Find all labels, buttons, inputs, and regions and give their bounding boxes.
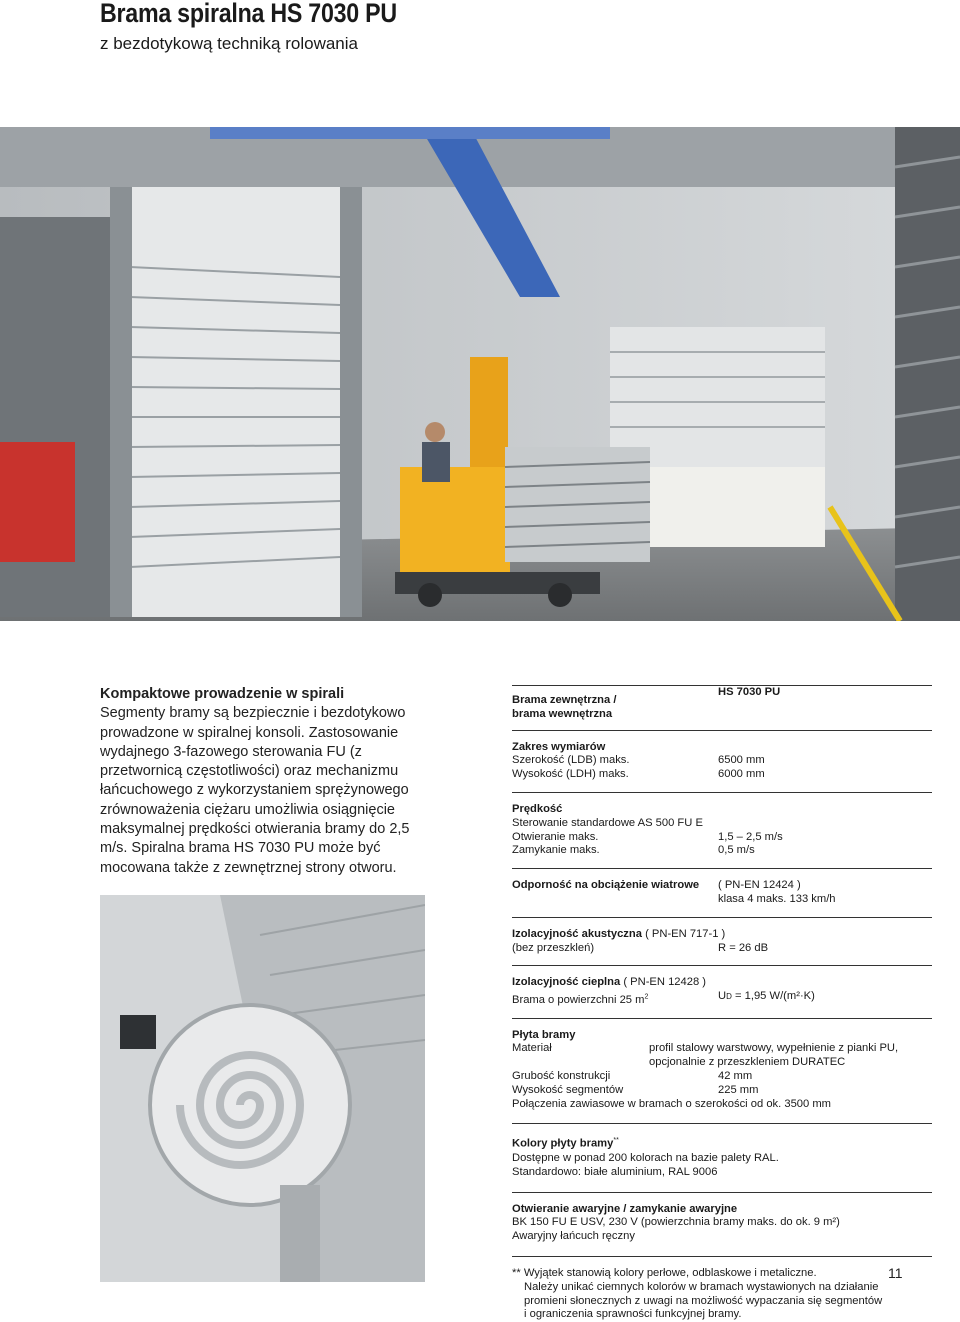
spec-wind	[512, 868, 932, 907]
spec-wind-title: Odporność na obciążenie wiatrowe	[512, 879, 700, 892]
spec-close-value: 0,5 m/s	[718, 844, 755, 857]
spec-open-value: 1,5 – 2,5 m/s	[718, 830, 783, 843]
spec-thickness-label: Grubość konstrukcji	[512, 1070, 611, 1083]
spec-thermal-norm: ( PN-EN 12428 )	[623, 976, 707, 989]
spec-thickness-value: 42 mm	[718, 1070, 753, 1083]
spec-hinges: Połączenia zawiasowe w bramach o szerokości od ok. 3500 mm	[512, 1097, 831, 1110]
spec-height-label: Wysokość (LDH) maks.	[512, 768, 629, 781]
spec-speed	[512, 792, 932, 858]
spec-acoustic-title: Izolacyjność akustyczna	[512, 927, 642, 940]
spec-thermal-value: UD = 1,95 W/(m²·K)	[718, 990, 815, 1003]
spec-acoustic-norm: ( PN-EN 717-1 )	[645, 927, 726, 940]
spec-close-label: Zamykanie maks.	[512, 844, 600, 857]
spec-height-value: 6000 mm	[718, 768, 765, 781]
intro-text	[100, 685, 440, 878]
page-title: Brama spiralna HS 7030 PU	[100, 0, 397, 28]
spec-open-label: Otwieranie maks.	[512, 830, 599, 843]
footnote-line-4: i ograniczenia sprawności funkcyjnej bramy.	[524, 1308, 742, 1321]
spec-table	[512, 685, 932, 1322]
spec-size-title: Zakres wymiarów	[512, 740, 606, 753]
spec-speed-control: Sterowanie standardowe AS 500 FU E	[512, 816, 703, 829]
spec-thermal	[512, 965, 932, 1007]
spec-panel	[512, 1018, 932, 1112]
spec-emergency	[512, 1192, 932, 1244]
spec-thermal-title: Izolacyjność cieplna	[512, 976, 621, 989]
spec-width-label: Szerokość (LDB) maks.	[512, 754, 630, 767]
footnote-line-3: promieni słonecznych z uwagi na możliwość wypaczania się segmentów	[524, 1294, 883, 1307]
spec-acoustic-value: R = 26 dB	[718, 941, 769, 954]
spec-panel-title: Płyta bramy	[512, 1028, 576, 1041]
spec-footnote	[512, 1256, 932, 1322]
spec-wind-value: klasa 4 maks. 133 km/h	[718, 892, 836, 905]
footnote-line-2: Należy unikać ciemnych kolorów w bramach wystawionych na działanie	[524, 1280, 879, 1293]
spec-material-label: Materiał	[512, 1042, 552, 1055]
intro-heading: Kompaktowe prowadzenie w spirali	[100, 686, 345, 702]
intro-body: Segmenty bramy są bezpiecznie i bezdotykowo prowadzone w spiralnej konsoli. Zastosowanie wydajnego 3-fazowego sterowania FU (z przetwornicą częstotliwości) oraz mechanizmu łańcuchowego z wykorzystaniem sprężynowego zrównoważenia ciężaru umożliwia osiągnięcie maksymalnej prędkości otwierania bramy do 2,5 m/s. Spiralna brama HS 7030 PU może być mocowana także z zewnętrznej strony otworu.	[100, 705, 410, 876]
spec-material-value-1: profil stalowy warstwowy, wypełnienie z pianki PU,	[649, 1042, 899, 1055]
page-number: 11	[888, 1265, 903, 1281]
spec-header-label-1: Brama zewnętrzna /	[512, 694, 617, 706]
spec-colors-title: Kolory płyty bramy	[512, 1138, 614, 1151]
footnote-line-1: ** Wyjątek stanowią kolory perłowe, odblaskowe i metaliczne.	[512, 1266, 817, 1279]
spec-size	[512, 730, 932, 782]
spiral-console-photo	[100, 895, 425, 1282]
spec-material-value-2: opcjonalnie z przeszkleniem DURATEC	[649, 1056, 846, 1069]
spec-header-model: HS 7030 PU	[718, 686, 781, 698]
spec-emergency-line-1: BK 150 FU E USV, 230 V (powierzchnia bramy maks. do ok. 9 m²)	[512, 1216, 840, 1229]
spec-wind-norm: ( PN-EN 12424 )	[718, 879, 801, 892]
spec-colors-mark: **	[613, 1137, 619, 1145]
warehouse-door-photo	[0, 127, 960, 621]
spec-header	[512, 686, 932, 722]
spec-colors-line-1: Dostępne w ponad 200 kolorach na bazie palety RAL.	[512, 1152, 779, 1164]
spec-segment-label: Wysokość segmentów	[512, 1083, 624, 1096]
spec-emergency-line-2: Awaryjny łańcuch ręczny	[512, 1230, 635, 1243]
spec-width-value: 6500 mm	[718, 754, 765, 767]
spec-header-label-2: brama wewnętrzna	[512, 707, 613, 720]
spec-acoustic	[512, 917, 932, 956]
spec-thermal-label: Brama o powierzchni 25 $m^2$	[512, 993, 649, 1006]
spec-segment-value: 225 mm	[718, 1083, 759, 1096]
spec-emergency-title: Otwieranie awaryjne / zamykanie awaryjne	[512, 1202, 738, 1215]
spec-colors-line-2: Standardowo: białe aluminium, RAL 9006	[512, 1165, 718, 1178]
spec-colors	[512, 1123, 932, 1179]
page-subtitle: z bezdotykową techniką rolowania	[100, 34, 358, 53]
spec-speed-title: Prędkość	[512, 802, 563, 815]
spec-acoustic-label: (bez przeszkleń)	[512, 941, 595, 954]
